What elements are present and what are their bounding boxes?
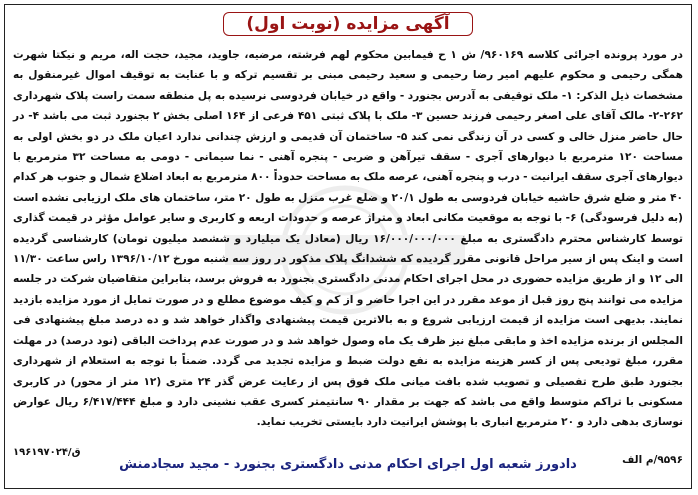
- auction-notice: [4, 4, 692, 489]
- notice-signature: دادورز شعبه اول اجرای احکام مدنی دادگستری بجنورد - مجید سجادمنش: [119, 457, 577, 472]
- notice-reference: ۹۵۹۶/م الف: [622, 454, 683, 466]
- notice-code: ۱۹۶۱۹۷۰۲۴/ق: [13, 447, 81, 458]
- notice-body: در مورد پرونده اجرائی کلاسه ۹۶۰۱۶۹/ ش ۱ ح فیمابین محکوم لهم فرشته، مرضیه، جاوید، مجید، حجت اله، مریم و نیکتا شهرت همگی رحیمی و محکوم علیهم امیر رضا رحیمی و سعید رحیمی مبنی بر تقسیم ترکه و با عنایت به توقیف اموال غیرمنقول به مشخصات ذیل الذکر: ۱- ملک توقیفی به آدرس بجنورد - واقع در خیابان فردوسی نرسیده به پل منطقه سمت راست پلاک شهرداری ۲۶۲-۲- مالک آقای علی اصغر رحیمی فرزند حسین ۳- ملک با پلاک ثبتی ۴۵۱ فرعی از ۱۶۴ اصلی بخش ۲ بجنورد ثبت می باشد ۴- در حال حاضر منزل خالی و کسی در آن زندگی نمی کند ۵- ساختمان آن قدیمی و ارزش چندانی ندارد اعیان ملک در دو بخش اولی به مساحت ۱۲۰ مترمربع با دیوارهای آجری - سقف تیرآهن و ضربی - پنجره آهنی - نما سیمانی - دومی به مساحت ۳۲ مترمربع با دیوارهای آجری سقف ایرانیت - درب و پنجره آهنی، عرصه ملک به مساحت حدوداً ۸۰۰ مترمربع به ابعاد اضلاع شمال و جنوب هر کدام ۴۰ متر و ضلع شرق حاشیه خیابان فردوسی به طول ۲۰/۱ و ضلع غرب منزل به طول ۲۰ متر، ساختمان های ملک ارزیابی نشده است (به دلیل فرسودگی) ۶- با توجه به موقعیت مکانی ابعاد و متراژ عرصه و حدودات اربعه و کاربری و سایر عوامل مؤثر در قیمت گذاری توسط کارشناس محترم دادگستری به مبلغ ۱۶/۰۰۰/۰۰۰/۰۰۰ ریال (معادل یک میلیارد و ششصد میلیون تومان) کارشناسی گردیده است و اینک پس از سیر مراحل قانونی مقرر گردیده که ششدانگ پلاک مذکور در روز سه شنبه مورخ ۱۳۹۶/۱۰/۱۲ راس ساعت ۱۱/۳۰ الی ۱۲ و از طریق مزایده حضوری در محل اجرای احکام مدنی دادگستری بجنورد به فروش برسد، بنابراین متقاضیان شرکت در جلسه مزایده می توانند پنج روز قبل از موعد مقرر در این اجرا حاضر و از کم و کیف موضوع مطلع و در صورت تمایل از مورد مزایده بازدید نمایند. بدیهی است مزایده از قیمت ارزیابی شروع و به بالاترین قیمت پیشنهادی واگذار خواهد شد و ده درصد مبلغ پیشنهادی فی المجلس از برنده مزایده اخذ و مابقی مبلغ نیز ظرف یک ماه وصول خواهد شد و در صورت عدم پرداخت الباقی (نود درصد) در مهلت مقرر، مبلغ تودیعی پس از کسر هزینه مزایده به نفع دولت ضبط و مزایده تجدید می گردد. ضمناً با توجه به استعلام از شهرداری بجنورد طبق طرح تفصیلی و تصویب شده بافت میانی ملک فوق پس از رعایت عرض گذر ۲۴ متری (۱۲ متر از محور) در کاربری مسکونی با تراکم متوسط واقع می باشد که جهت بر مقدار ۹۰ سانتیمتر کسری عقب نشینی دارد و مبلغ ۶/۴۱۷/۴۴۴ ریال عوارض نوسازی بدهی دارد و ۲۰ مترمربع انباری با پوشش ایرانیت دارد بایستی تخریب نماید.: [13, 49, 684, 429]
- title-wrapper: [5, 12, 691, 38]
- notice-title: آگهی مزایده (نوبت اول): [223, 12, 472, 36]
